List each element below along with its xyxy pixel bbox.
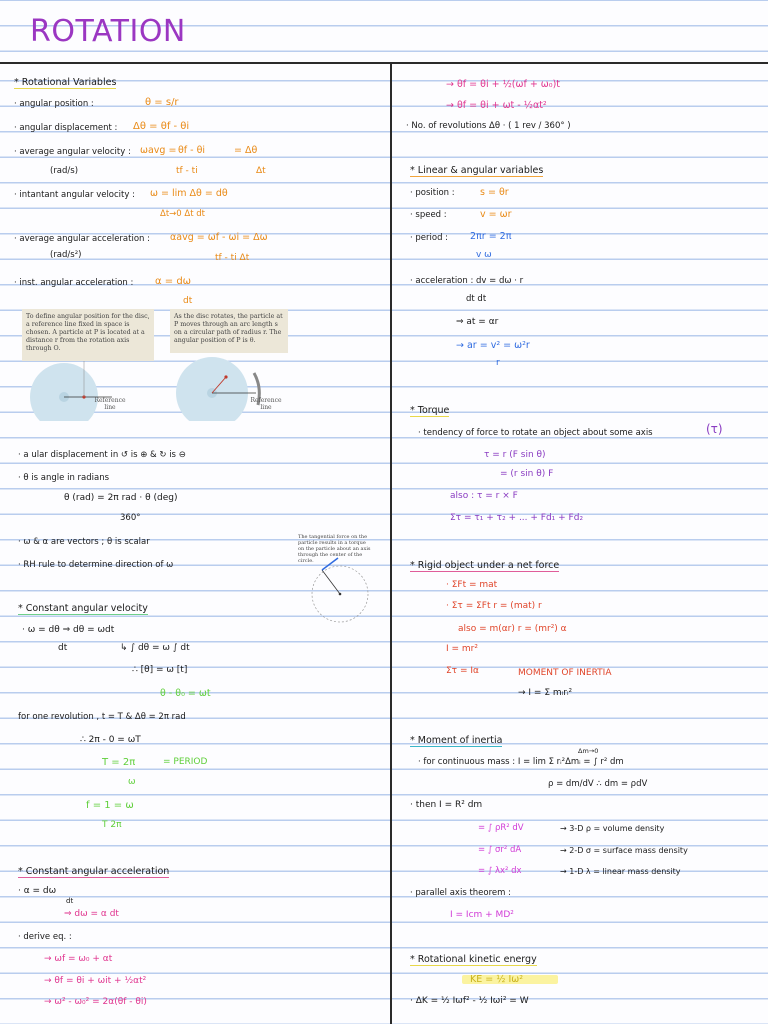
period-eq: T = 2π xyxy=(102,757,136,768)
angular-displacement-label: · angular displacement : xyxy=(14,123,118,133)
cw-eq-4: θ - θ₀ = ωt xyxy=(160,688,211,699)
rotational-kinematics-eq-2: → θf = θi + ωt - ½αt² xyxy=(446,100,547,111)
heading-torque: * Torque xyxy=(410,405,450,416)
note-rad-deg-eq: θ (rad) = 2π rad · θ (deg) xyxy=(64,493,178,503)
heading-rotational-kinetic-energy: * Rotational kinetic energy xyxy=(410,954,537,965)
angular-displacement-eq: Δθ = θf - θi xyxy=(133,121,190,132)
moi-then: · then I = R² dm xyxy=(410,800,483,810)
moi-1d-note: → 1-D λ = linear mass density xyxy=(560,867,681,876)
ca-eq-2: ⇒ dω = α dt xyxy=(64,909,119,919)
ca-eq-1: · α = dω xyxy=(18,886,57,896)
ca-eq-3: → ωf = ω₀ + αt xyxy=(44,954,113,964)
period-label-right: · period : xyxy=(410,233,449,243)
cw-eq-2: ↳ ∫ dθ = ω ∫ dt xyxy=(120,643,190,653)
moment-of-inertia-label: MOMENT OF INERTIA xyxy=(518,668,612,678)
position-eq: s = θr xyxy=(480,187,509,198)
period-label: = PERIOD xyxy=(163,757,208,767)
moi-3d: = ∫ ρR² dV xyxy=(478,823,524,833)
position-label: · position : xyxy=(410,188,455,198)
cw-eq-3: ∴ [θ] = ω [t] xyxy=(132,665,188,675)
inst-angular-velocity-eq: ω = lim Δθ = dθ xyxy=(150,188,228,199)
heading-constant-angular-velocity: * Constant angular velocity xyxy=(18,603,148,614)
rigid-eq-5: Στ = Iα xyxy=(446,666,479,676)
avg-angular-velocity-den: tf - ti xyxy=(176,166,198,176)
moi-3d-note: → 3-D ρ = volume density xyxy=(560,824,665,833)
inst-angular-accel-den: dt xyxy=(183,296,193,306)
moi-density: ρ = dm/dV ∴ dm = ρdV xyxy=(548,779,648,789)
torque-circle-figure xyxy=(304,556,380,624)
moi-1d: = ∫ λx² dx xyxy=(478,866,522,876)
torque-symbol: (τ) xyxy=(706,422,723,436)
figure-3-caption: The tangential force on the particle results in a torque on the particle about an axis through the center of the circle. xyxy=(298,534,371,564)
rigid-eq-1: · ΣFt = mat xyxy=(446,580,498,590)
frequency-eq: f = 1 = ω xyxy=(86,800,134,811)
speed-label: · speed : xyxy=(410,210,447,220)
figure-2-caption: As the disc rotates, the particle at P moves through an arc length s on a circular path of radius r. The angular position of P is θ. xyxy=(170,309,288,353)
number-of-revolutions: · No. of revolutions Δθ · ( 1 rev / 360° ) xyxy=(406,121,571,131)
note-displacement-sign: · a ular displacement in ↺ is ⊕ & ↻ is ⊖ xyxy=(18,450,186,460)
derive-equations-label: · derive eq. : xyxy=(18,932,72,942)
heading-linear-angular-variables: * Linear & angular variables xyxy=(410,165,544,176)
avg-angular-velocity-num: θf - θi xyxy=(178,145,206,156)
heading-constant-angular-acceleration: * Constant angular acceleration xyxy=(18,866,170,877)
frequency-den: T 2π xyxy=(102,820,122,830)
torque-eq-1: τ = r (F sin θ) xyxy=(484,450,546,460)
torque-definition: · tendency of force to rotate an object about some axis xyxy=(418,428,653,438)
angular-position-eq: θ = s/r xyxy=(145,97,179,108)
rigid-eq-2: · Στ = ΣFt r = (mat) r xyxy=(446,601,542,611)
kinetic-energy-eq: KE = ½ Iω² xyxy=(470,974,524,985)
speed-eq: v = ωr xyxy=(480,209,512,220)
acceleration-den: dt dt xyxy=(466,294,487,304)
parallel-axis-theorem-label: · parallel axis theorem : xyxy=(410,888,511,898)
inst-angular-accel-label: · inst. angular acceleration : xyxy=(14,278,134,288)
note-angle-radians: · θ is angle in radians xyxy=(18,473,110,483)
cw-eq-1-den: dt xyxy=(58,643,68,653)
torque-eq-2: = (r sin θ) F xyxy=(500,469,554,479)
heading-moment-of-inertia: * Moment of inertia xyxy=(410,735,503,746)
avg-angular-velocity-eq2: = Δθ xyxy=(234,145,258,156)
work-energy-eq: · ΔK = ½ Iωf² - ½ Iωi² = W xyxy=(410,996,529,1006)
cw-eq-1: · ω = dθ ⇒ dθ = ωdt xyxy=(22,625,115,635)
note-vectors-scalar: · ω & α are vectors ; θ is scalar xyxy=(18,537,150,547)
note-rad-deg-den: 360° xyxy=(120,513,141,523)
figure-1-caption: To define angular position for the disc, a reference line fixed in space is chosen. A particle at P is located at a distance r from the rotation axis through O. xyxy=(22,309,154,361)
torque-eq-3: also : τ = r × F xyxy=(450,491,518,501)
top-rule xyxy=(0,62,768,64)
moment-of-inertia-sum: → I = Σ mᵢrᵢ² xyxy=(518,688,573,698)
radial-accel-eq: → ar = v² = ω²r xyxy=(456,340,530,351)
page-title: ROTATION xyxy=(30,14,186,49)
reference-line-label-1: Reference line xyxy=(94,397,126,411)
ca-eq-1-den: dt xyxy=(66,897,74,905)
avg-angular-accel-eq: αavg = ωf - ωi = Δω xyxy=(170,232,268,243)
revolution-eq: ∴ 2π - 0 = ωT xyxy=(80,735,141,745)
avg-angular-accel-units: (rad/s²) xyxy=(50,250,82,260)
column-divider xyxy=(390,64,392,1024)
note-rh-rule: · RH rule to determine direction of ω xyxy=(18,560,174,570)
reference-line-label-2: Reference line xyxy=(250,397,282,411)
avg-angular-accel-den: tf - ti Δt xyxy=(215,253,250,263)
inst-angular-velocity-den: Δt→0 Δt dt xyxy=(160,209,205,219)
rotational-kinematics-eq-1: → θf = θi + ½(ωf + ω₀)t xyxy=(446,79,560,90)
rigid-eq-3: also = m(αr) r = (mr²) α xyxy=(458,624,567,634)
inst-angular-accel-eq: α = dω xyxy=(155,276,192,287)
ca-eq-5: → ω² - ω₀² = 2α(θf - θi) xyxy=(44,997,147,1007)
radial-accel-den: r xyxy=(496,358,500,368)
avg-angular-velocity-den2: Δt xyxy=(256,166,266,176)
ca-eq-4: → θf = θi + ωit + ½αt² xyxy=(44,976,147,986)
tangential-accel-eq: ⇒ at = αr xyxy=(456,317,499,327)
avg-angular-velocity-units: (rad/s) xyxy=(50,166,79,176)
period-den: ω xyxy=(128,777,136,787)
period-den-right: v ω xyxy=(476,250,492,260)
avg-angular-accel-label: · average angular acceleration : xyxy=(14,234,150,244)
heading-rotational-variables: * Rotational Variables xyxy=(14,77,117,88)
moi-continuous-limit: Δm→0 xyxy=(578,747,599,755)
rigid-eq-4: I = mr² xyxy=(446,644,478,654)
disc-figure-1 xyxy=(22,361,162,421)
angular-position-label: · angular position : xyxy=(14,99,94,109)
moi-2d-note: → 2-D σ = surface mass density xyxy=(560,846,688,855)
moi-continuous: · for continuous mass : I = lim Σ rᵢ²Δmᵢ = ∫ r² dm xyxy=(418,757,624,767)
parallel-axis-theorem-eq: I = Icm + MD² xyxy=(450,910,514,920)
torque-eq-4: Στ = τ₁ + τ₂ + ... + Fd₁ + Fd₂ xyxy=(450,513,584,523)
avg-angular-velocity-eq: ωavg = xyxy=(140,145,177,156)
avg-angular-velocity-label: · average angular velocity : xyxy=(14,147,131,157)
moi-2d: = ∫ σr² dA xyxy=(478,845,522,855)
inst-angular-velocity-label: · intantant angular velocity : xyxy=(14,190,135,200)
heading-rigid-object: * Rigid object under a net force xyxy=(410,560,560,571)
one-revolution-note: for one revolution , t = T & Δθ = 2π rad xyxy=(18,712,186,722)
period-eq-right: 2πr = 2π xyxy=(470,231,512,242)
acceleration-label: · acceleration : dv = dω · r xyxy=(410,276,524,286)
